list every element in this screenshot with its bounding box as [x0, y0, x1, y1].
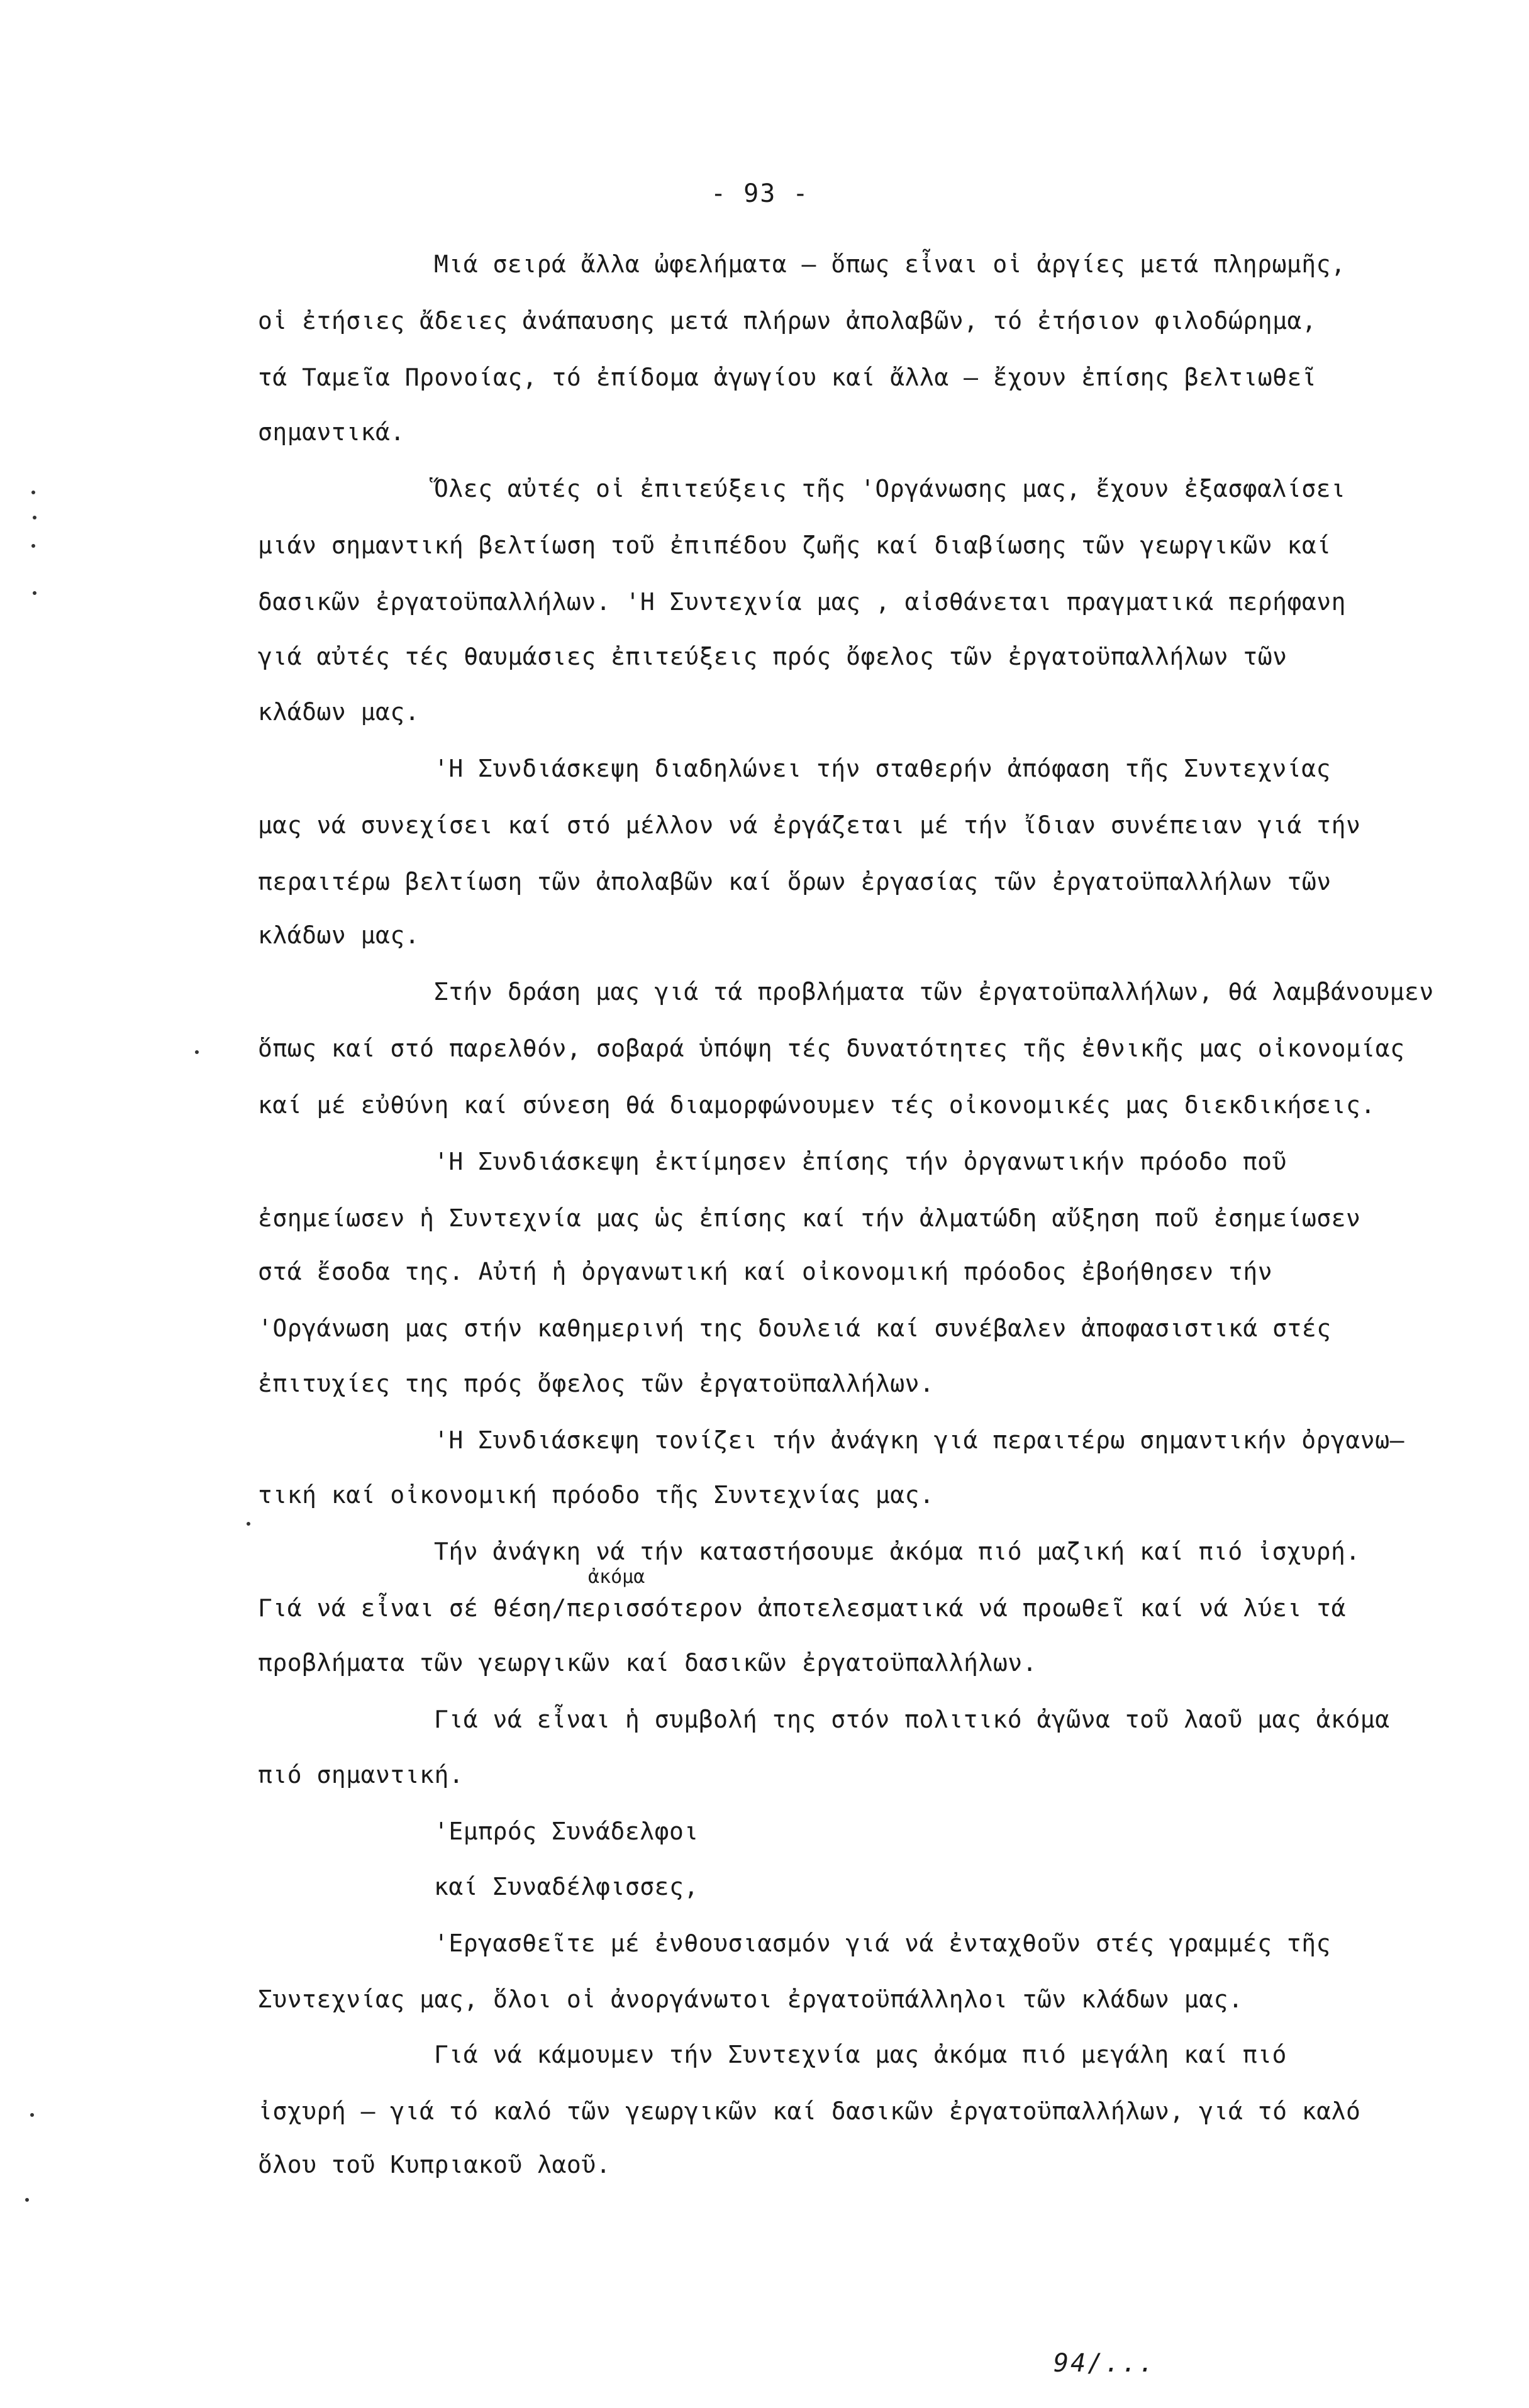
text-line: μας νά συνεχίσει καί στό μέλλον νά ἐργάζεται μέ τήν ἴδιαν συνέπειαν γιά τήν	[258, 811, 1361, 839]
text-line: ἰσχυρή – γιά τό καλό τῶν γεωργικῶν καί δασικῶν ἐργατοϋπαλλήλων, γιά τό καλό	[258, 2097, 1361, 2125]
inserted-word: ἀκόμα	[588, 1566, 645, 1588]
text-line: Τήν ἀνάγκη νά τήν καταστήσουμε ἀκόμα πιό μαζική καί πιό ἰσχυρή.	[434, 1538, 1360, 1565]
text-line: 'Εργασθεῖτε μέ ἐνθουσιασμόν γιά νά ἐνταχθοῦν στές γραμμές τῆς	[434, 1929, 1332, 1957]
text-line: κλάδων μας.	[258, 921, 420, 949]
text-line: σημαντικά.	[258, 418, 405, 446]
text-line: ἐσημείωσεν ἡ Συντεχνία μας ὡς ἐπίσης καί τήν ἀλματώδη αὔξηση ποῦ ἐσημείωσεν	[258, 1204, 1361, 1232]
continuation-marker: 94/...	[1054, 2349, 1156, 2378]
text-line: τική καί οἰκονομική πρόοδο τῆς Συντεχνίας μας.	[258, 1481, 935, 1509]
text-line: Γιά νά κάμουμεν τήν Συντεχνία μας ἀκόμα πιό μεγάλη καί πιό	[434, 2041, 1287, 2068]
text-line: στά ἔσοδα της. Αὐτή ἡ ὀργανωτική καί οἰκονομική πρόοδος ἐβοήθησεν τήν	[258, 1258, 1273, 1285]
scan-speck	[195, 1050, 199, 1054]
text-line: κλάδων μας.	[258, 698, 420, 726]
text-line: τά Ταμεῖα Προνοίας, τό ἐπίδομα ἀγωγίου καί ἄλλα – ἔχουν ἐπίσης βελτιωθεῖ	[258, 363, 1317, 391]
text-line: Στήν δράση μας γιά τά προβλήματα τῶν ἐργατοϋπαλλήλων, θά λαμβάνουμεν	[434, 978, 1434, 1006]
text-line: Μιά σειρά ἄλλα ὠφελήματα – ὅπως εἶναι οἱ ἀργίες μετά πληρωμῆς,	[434, 250, 1346, 278]
text-line: οἱ ἐτήσιες ἄδειες ἀνάπαυσης μετά πλήρων ἀπολαβῶν, τό ἐτήσιον φιλοδώρημα,	[258, 307, 1317, 335]
text-line: Γιά νά εἶναι ἡ συμβολή της στόν πολιτικό ἀγῶνα τοῦ λαοῦ μας ἀκόμα	[434, 1706, 1390, 1733]
text-line: προβλήματα τῶν γεωργικῶν καί δασικῶν ἐργατοϋπαλλήλων.	[258, 1649, 1038, 1677]
text-line: 'Η Συνδιάσκεψη τονίζει τήν ἀνάγκη γιά περαιτέρω σημαντικήν ὀργανω–	[434, 1426, 1404, 1454]
text-line: πιό σημαντική.	[258, 1761, 464, 1789]
text-line: ὅλου τοῦ Κυπριακοῦ λαοῦ.	[258, 2151, 611, 2178]
text-line: 'Η Συνδιάσκεψη ἐκτίμησεν ἐπίσης τήν ὀργανωτικήν πρόοδο ποῦ	[434, 1148, 1287, 1175]
text-line: 'Οργάνωση μας στήν καθημερινή της δουλειά καί συνέβαλεν ἀποφασιστικά στές	[258, 1314, 1332, 1342]
page-number: - 93 -	[711, 179, 809, 208]
text-line: 'Η Συνδιάσκεψη διαδηλώνει τήν σταθερήν ἀπόφαση τῆς Συντεχνίας	[434, 755, 1332, 782]
text-line: ὅπως καί στό παρελθόν, σοβαρά ὑπόψη τές δυνατότητες τῆς ἐθνικῆς μας οἰκονομίας	[258, 1035, 1405, 1062]
text-line: ἐπιτυχίες της πρός ὄφελος τῶν ἐργατοϋπαλλήλων.	[258, 1370, 935, 1397]
scan-speck	[31, 491, 35, 494]
scan-speck	[33, 591, 36, 595]
text-line: περαιτέρω βελτίωση τῶν ἀπολαβῶν καί ὅρων ἐργασίας τῶν ἐργατοϋπαλλήλων τῶν	[258, 868, 1332, 896]
scan-speck	[25, 2198, 29, 2202]
text-line: 'Εμπρός Συνάδελφοι	[434, 1817, 699, 1845]
scan-speck	[33, 516, 36, 519]
text-line: Συντεχνίας μας, ὅλοι οἱ ἀνοργάνωτοι ἐργατοϋπάλληλοι τῶν κλάδων μας.	[258, 1985, 1243, 2013]
text-line: δασικῶν ἐργατοϋπαλλήλων. 'Η Συντεχνία μας , αἰσθάνεται πραγματικά περήφανη	[258, 588, 1346, 616]
scan-speck	[247, 1522, 250, 1526]
text-line: καί Συναδέλφισσες,	[434, 1873, 699, 1900]
text-line: γιά αὐτές τές θαυμάσιες ἐπιτεύξεις πρός ὄφελος τῶν ἐργατοϋπαλλήλων τῶν	[258, 643, 1287, 670]
text-line: καί μέ εὐθύνη καί σύνεση θά διαμορφώνουμεν τές οἰκονομικές μας διεκδικήσεις.	[258, 1091, 1376, 1119]
scan-speck	[31, 544, 35, 548]
text-line: Γιά νά εἶναι σέ θέση/περισσότερον ἀποτελεσματικά νά προωθεῖ καί νά λύει τά	[258, 1594, 1346, 1622]
scan-speck	[30, 2113, 34, 2117]
text-line: Ὅλες αὐτές οἱ ἐπιτεύξεις τῆς 'Οργάνωσης μας, ἔχουν ἐξασφαλίσει	[434, 475, 1346, 502]
text-line: μιάν σημαντική βελτίωση τοῦ ἐπιπέδου ζωῆς καί διαβίωσης τῶν γεωργικῶν καί	[258, 531, 1332, 559]
